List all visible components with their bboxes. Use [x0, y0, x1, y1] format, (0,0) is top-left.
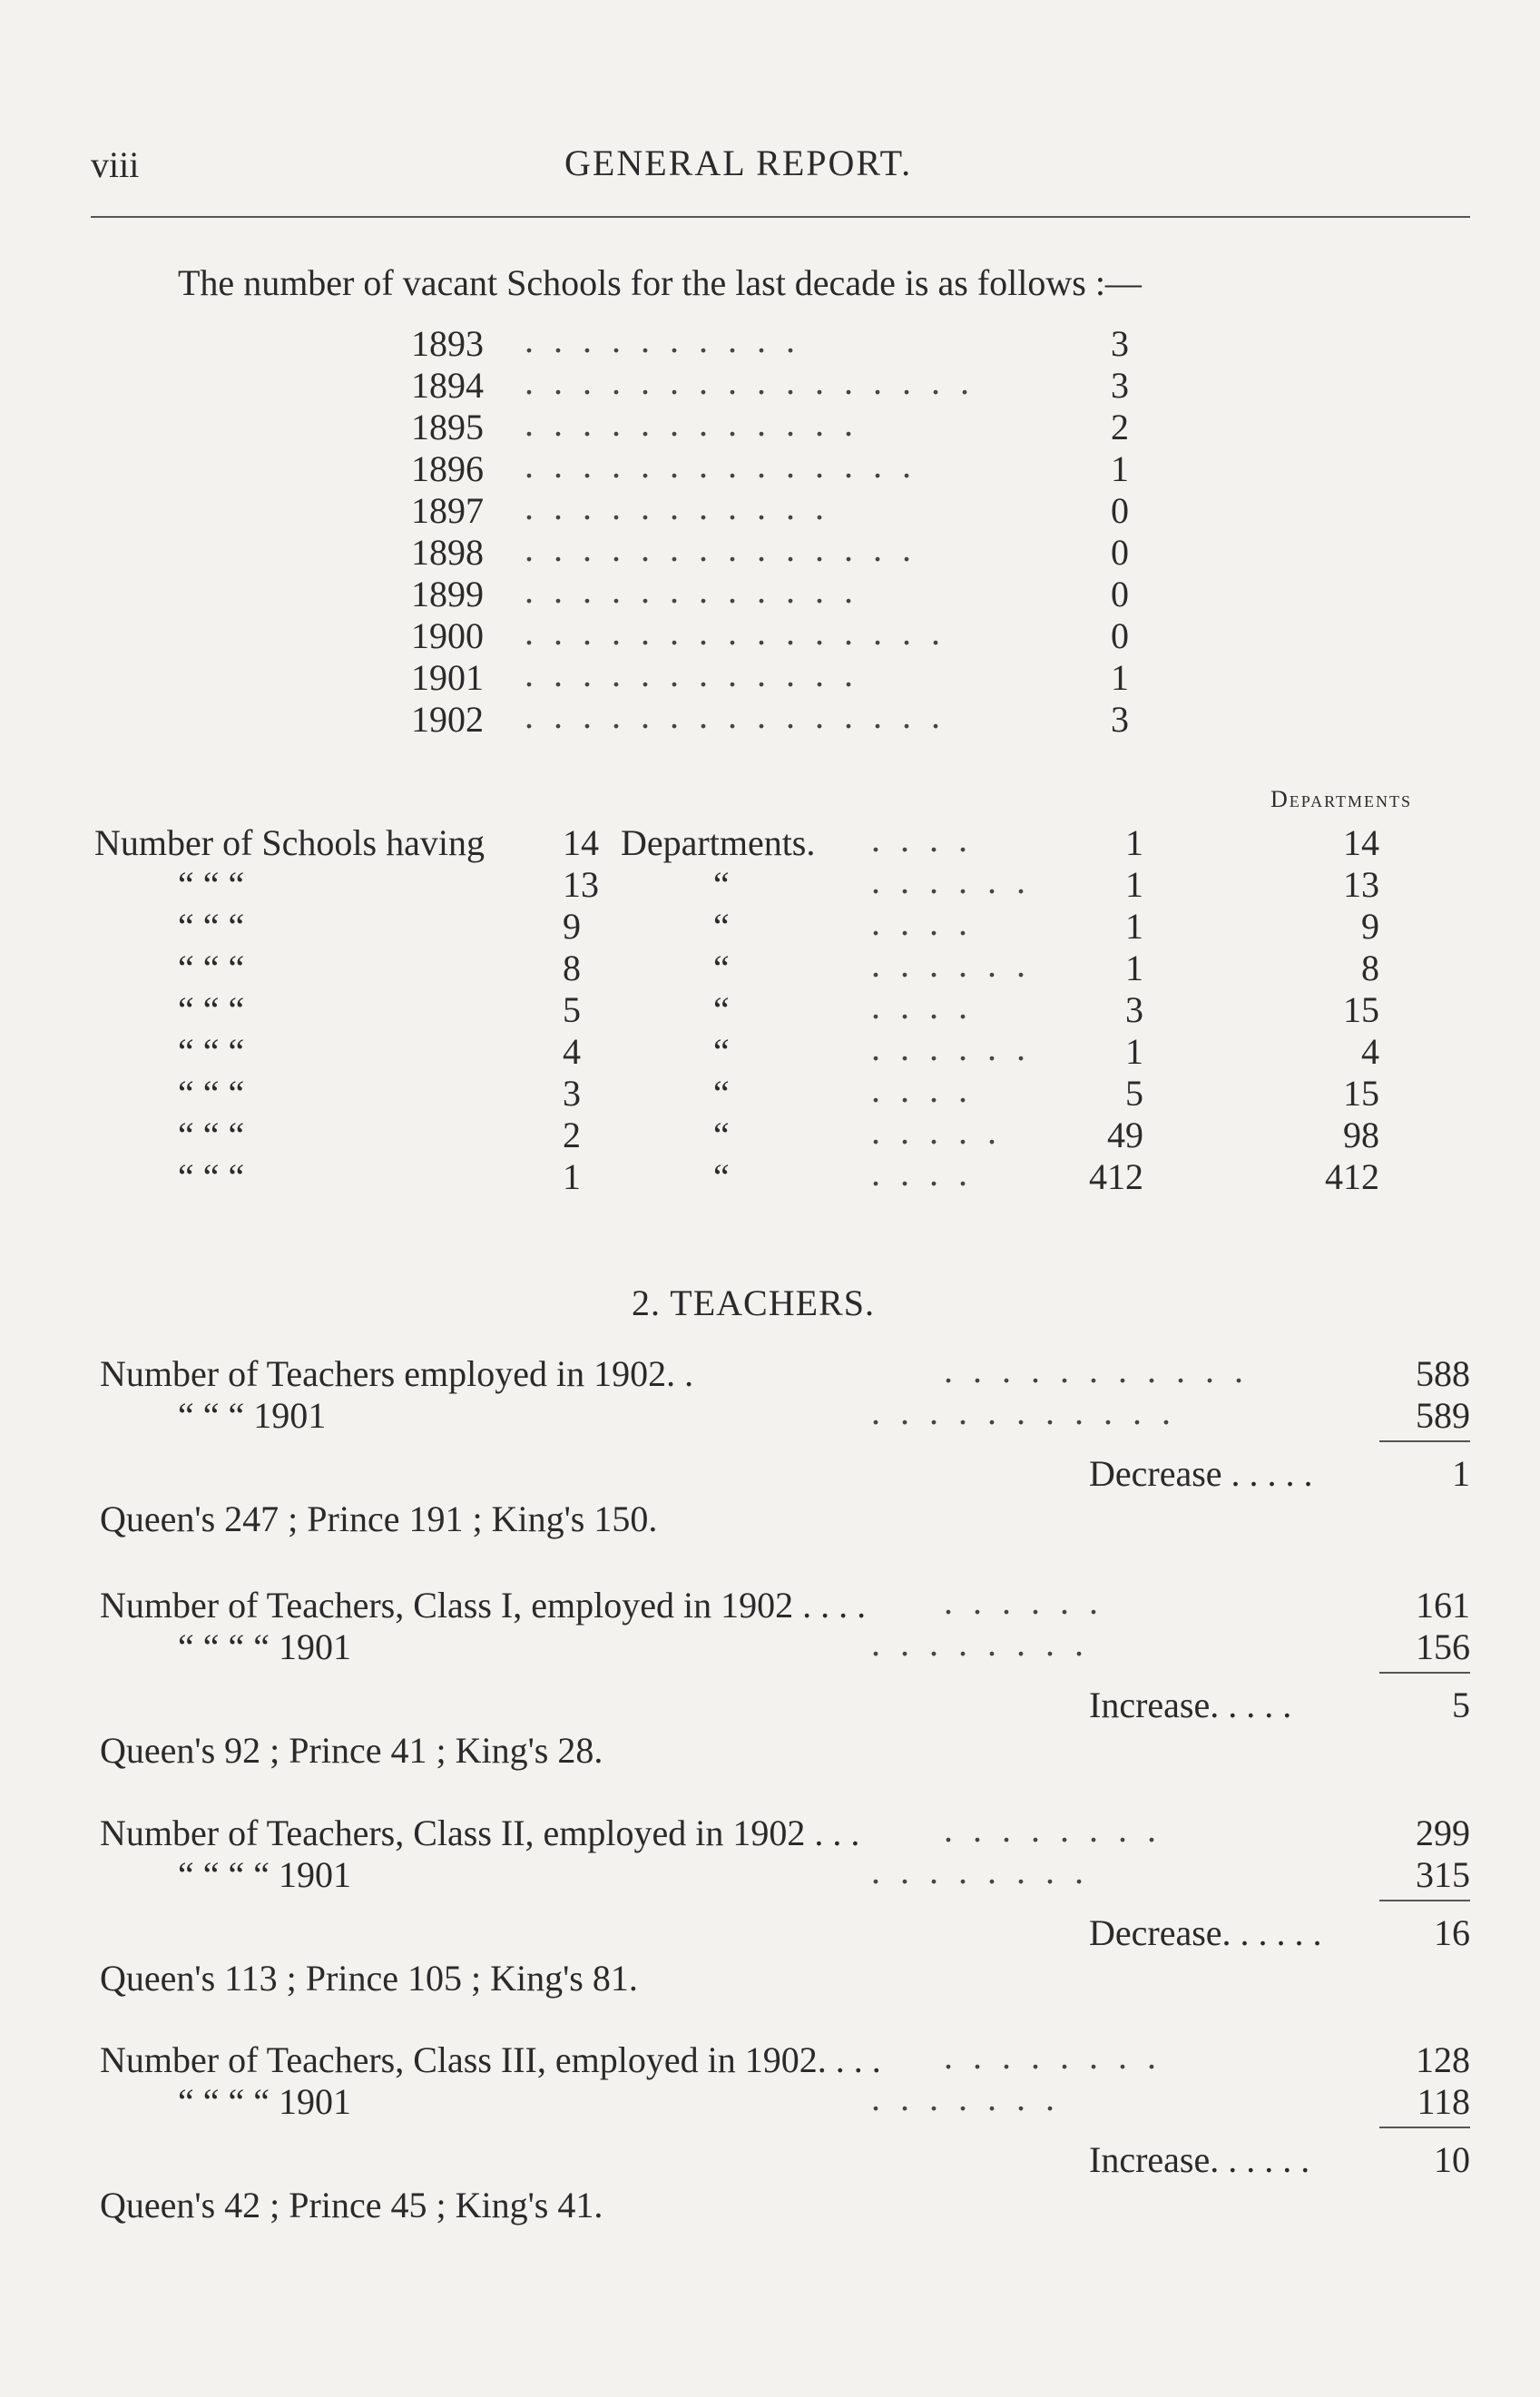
sum-rule	[1379, 1440, 1470, 1442]
schools-count: 3	[1125, 989, 1143, 1030]
leader-dots: . . . . . . . . . . .	[525, 486, 829, 527]
dept-row-label: “ “ “	[178, 989, 245, 1030]
dept-count: 5	[563, 989, 581, 1030]
vacant-year: 1901	[411, 657, 484, 698]
change-label: Decrease . . . . .	[1089, 1453, 1313, 1494]
vacant-year: 1895	[411, 407, 484, 447]
teachers-count-1902: 128	[1416, 2039, 1470, 2080]
teachers-count-1901: 589	[1416, 1395, 1470, 1436]
leader-dots: . . . . . . . . . . .	[871, 1391, 1176, 1432]
leader-dots: . . . . . . . . . . . . . . . .	[525, 361, 975, 402]
vacant-count: 0	[1111, 490, 1129, 531]
schools-count: 1	[1125, 864, 1143, 905]
change-value: 5	[1452, 1685, 1470, 1725]
vacant-count: 3	[1111, 365, 1129, 406]
leader-dots: . . . . . . . . . . . . . .	[525, 445, 917, 486]
leader-dots: . . . .	[871, 819, 973, 860]
teachers-count-1901: 118	[1417, 2081, 1470, 2122]
dept-row-label: “ “ “	[178, 1156, 245, 1197]
dept-count: 13	[563, 864, 599, 905]
leader-dots: . . . . . . . .	[871, 1851, 1089, 1891]
schools-count: 49	[1107, 1115, 1143, 1155]
leader-dots: . . . . . . . . . . . .	[525, 653, 858, 694]
schools-count: 412	[1089, 1156, 1143, 1197]
leader-dots: . . . . . .	[871, 1027, 1031, 1068]
teachers-line-1902: Number of Teachers, Class I, employed in 1902 . . . .	[100, 1585, 867, 1626]
campus-breakdown: Queen's 92 ; Prince 41 ; King's 28.	[100, 1730, 603, 1771]
header-rule	[91, 216, 1470, 218]
vacant-year: 1898	[411, 532, 484, 573]
vacant-year: 1896	[411, 448, 484, 489]
schools-count: 1	[1125, 1031, 1143, 1072]
campus-breakdown: Queen's 113 ; Prince 105 ; King's 81.	[100, 1958, 638, 1999]
leader-dots: . . . . . . . .	[944, 1809, 1162, 1850]
vacant-count: 0	[1111, 574, 1129, 614]
campus-breakdown: Queen's 247 ; Prince 191 ; King's 150.	[100, 1498, 658, 1539]
schools-count: 1	[1125, 822, 1143, 863]
leader-dots: . . . . . . .	[871, 2078, 1060, 2118]
teachers-line-1901: “ “ “ 1901	[178, 1395, 327, 1436]
leader-dots: . . . .	[871, 1069, 973, 1110]
schools-count: 5	[1125, 1073, 1143, 1114]
change-label: Decrease. . . . . .	[1089, 1912, 1322, 1953]
change-value: 10	[1434, 2139, 1470, 2180]
departments-total: 14	[1343, 822, 1379, 863]
dept-word: “	[713, 989, 730, 1030]
dept-count: 2	[563, 1115, 581, 1155]
vacant-count: 2	[1111, 407, 1129, 447]
teachers-line-1902: Number of Teachers employed in 1902. .	[100, 1353, 694, 1394]
vacant-year: 1902	[411, 699, 484, 740]
leader-dots: . . . . . . . .	[944, 2036, 1162, 2077]
change-label: Increase. . . . . .	[1089, 2139, 1310, 2180]
teachers-count-1901: 315	[1416, 1854, 1470, 1895]
dept-word: “	[713, 1156, 730, 1197]
sum-rule	[1379, 1900, 1470, 1901]
departments-total: 15	[1343, 1073, 1379, 1114]
change-value: 1	[1452, 1453, 1470, 1494]
teachers-line-1901: “ “ “ “ 1901	[178, 2081, 352, 2122]
dept-row-label: “ “ “	[178, 906, 245, 947]
vacant-count: 0	[1111, 532, 1129, 573]
dept-count: 1	[563, 1156, 581, 1197]
dept-row-label: “ “ “	[178, 864, 245, 905]
dept-word: “	[713, 864, 730, 905]
page-number: viii	[91, 144, 140, 185]
teachers-count-1902: 161	[1416, 1585, 1470, 1626]
teachers-heading: 2. TEACHERS.	[632, 1282, 875, 1323]
leader-dots: . . . . . . . . . . . .	[525, 403, 858, 444]
dept-count: 3	[563, 1073, 581, 1114]
leader-dots: . . . . .	[871, 1111, 1002, 1152]
departments-total: 8	[1361, 948, 1379, 988]
departments-total: 98	[1343, 1115, 1379, 1155]
running-title: GENERAL REPORT.	[564, 142, 913, 183]
dept-word: “	[713, 906, 730, 947]
teachers-count-1902: 588	[1416, 1353, 1470, 1394]
dept-row-label: “ “ “	[178, 1073, 245, 1114]
sum-rule	[1379, 2127, 1470, 2128]
dept-count: 9	[563, 906, 581, 947]
departments-total: 9	[1361, 906, 1379, 947]
leader-dots: . . . .	[871, 902, 973, 943]
leader-dots: . . . .	[871, 1153, 973, 1194]
leader-dots: . . . . . . . . . . . .	[525, 570, 858, 611]
departments-total: 412	[1325, 1156, 1379, 1197]
change-label: Increase. . . . .	[1089, 1685, 1292, 1725]
schools-count: 1	[1125, 948, 1143, 988]
dept-count: 4	[563, 1031, 581, 1072]
vacant-count: 1	[1111, 448, 1129, 489]
vacant-year: 1894	[411, 365, 484, 406]
dept-count: 14	[563, 822, 599, 863]
dept-word: “	[713, 1115, 730, 1155]
leader-dots: . . . . . . . . . . .	[944, 1350, 1249, 1390]
teachers-line-1901: “ “ “ “ 1901	[178, 1854, 352, 1895]
vacant-year: 1893	[411, 323, 484, 364]
teachers-line-1901: “ “ “ “ 1901	[178, 1626, 352, 1667]
leader-dots: . . . . . . . . . .	[525, 319, 800, 360]
leader-dots: . . . . . . . . . . . . . . .	[525, 695, 946, 736]
departments-column-header: Departments	[1270, 786, 1413, 812]
teachers-count-1901: 156	[1416, 1626, 1470, 1667]
teachers-count-1902: 299	[1416, 1812, 1470, 1853]
dept-count: 8	[563, 948, 581, 988]
vacant-count: 3	[1111, 323, 1129, 364]
dept-word: “	[713, 948, 730, 988]
dept-word: “	[713, 1031, 730, 1072]
leader-dots: . . . . . . . . . . . . . . .	[525, 612, 946, 653]
vacant-year: 1900	[411, 615, 484, 656]
departments-total: 13	[1343, 864, 1379, 905]
campus-breakdown: Queen's 42 ; Prince 45 ; King's 41.	[100, 2185, 603, 2225]
leader-dots: . . . .	[871, 986, 973, 1027]
change-value: 16	[1434, 1912, 1470, 1953]
leader-dots: . . . . . . . . . . . . . .	[525, 528, 917, 569]
dept-word: “	[713, 1073, 730, 1114]
vacant-year: 1899	[411, 574, 484, 614]
departments-total: 4	[1361, 1031, 1379, 1072]
schools-count: 1	[1125, 906, 1143, 947]
dept-row-label: “ “ “	[178, 1115, 245, 1155]
dept-row-label: “ “ “	[178, 948, 245, 988]
leader-dots: . . . . . . . .	[871, 1623, 1089, 1664]
leader-dots: . . . . . .	[944, 1581, 1104, 1622]
dept-word: Departments.	[621, 822, 816, 863]
dept-row-label: Number of Schools having	[94, 822, 485, 863]
vacant-intro: The number of vacant Schools for the last decade is as follows :—	[178, 262, 1142, 303]
vacant-count: 0	[1111, 615, 1129, 656]
departments-total: 15	[1343, 989, 1379, 1030]
leader-dots: . . . . . .	[871, 860, 1031, 901]
teachers-line-1902: Number of Teachers, Class III, employed in 1902. . . .	[100, 2039, 881, 2080]
vacant-year: 1897	[411, 490, 484, 531]
vacant-count: 1	[1111, 657, 1129, 698]
sum-rule	[1379, 1672, 1470, 1674]
teachers-line-1902: Number of Teachers, Class II, employed in 1902 . . .	[100, 1812, 860, 1853]
leader-dots: . . . . . .	[871, 944, 1031, 985]
dept-row-label: “ “ “	[178, 1031, 245, 1072]
vacant-count: 3	[1111, 699, 1129, 740]
